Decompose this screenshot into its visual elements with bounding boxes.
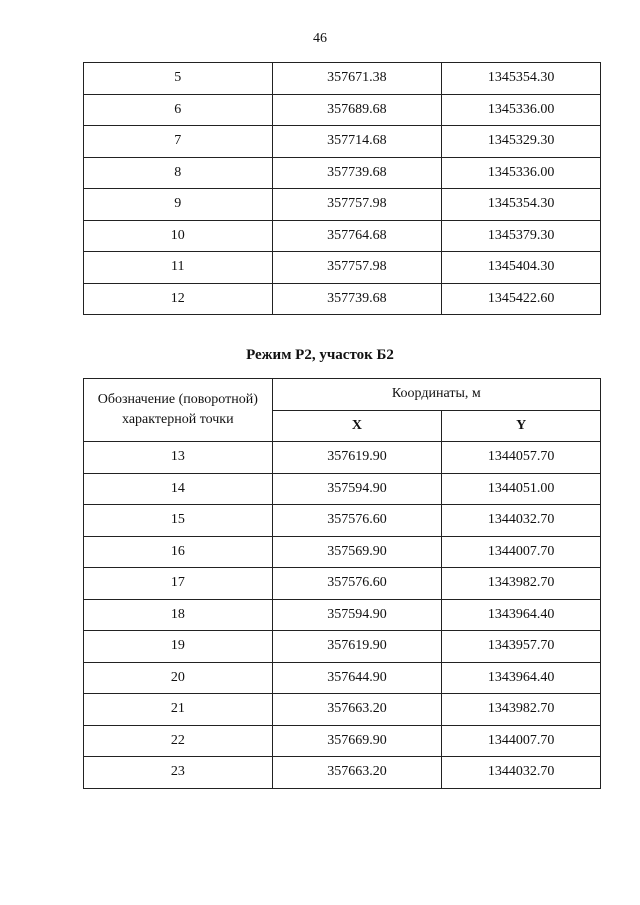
table-row <box>84 220 601 252</box>
table-row <box>84 442 601 474</box>
cell-point-number: 23 <box>84 757 273 789</box>
cell-y-coordinate: 1344032.70 <box>442 757 601 789</box>
cell-x-coordinate: 357644.90 <box>272 662 442 694</box>
header-x: X <box>272 410 442 442</box>
cell-y-coordinate: 1345336.00 <box>442 157 601 189</box>
cell-point-number: 14 <box>84 473 273 505</box>
cell-point-number: 20 <box>84 662 273 694</box>
table-row <box>84 252 601 284</box>
table-row <box>84 505 601 537</box>
cell-y-coordinate: 1345329.30 <box>442 126 601 158</box>
coordinates-table-body <box>84 442 601 789</box>
table-row <box>84 662 601 694</box>
table-row <box>84 473 601 505</box>
coordinates-table-b2 <box>83 378 601 789</box>
table-row <box>84 725 601 757</box>
cell-x-coordinate: 357663.20 <box>272 694 442 726</box>
cell-y-coordinate: 1345379.30 <box>442 220 601 252</box>
cell-y-coordinate: 1343964.40 <box>442 662 601 694</box>
cell-x-coordinate: 357739.68 <box>272 283 442 315</box>
cell-point-number: 19 <box>84 631 273 663</box>
table-row <box>84 694 601 726</box>
table-row <box>84 189 601 221</box>
cell-y-coordinate: 1344057.70 <box>442 442 601 474</box>
table-header <box>84 379 601 442</box>
cell-point-number: 8 <box>84 157 273 189</box>
table-row <box>84 94 601 126</box>
cell-y-coordinate: 1343957.70 <box>442 631 601 663</box>
cell-point-number: 16 <box>84 536 273 568</box>
cell-point-number: 15 <box>84 505 273 537</box>
cell-point-number: 7 <box>84 126 273 158</box>
cell-x-coordinate: 357619.90 <box>272 442 442 474</box>
cell-y-coordinate: 1344007.70 <box>442 725 601 757</box>
cell-y-coordinate: 1343964.40 <box>442 599 601 631</box>
cell-x-coordinate: 357714.68 <box>272 126 442 158</box>
header-coordinates: Координаты, м <box>272 379 600 411</box>
coordinates-table-body <box>84 63 601 315</box>
cell-y-coordinate: 1344032.70 <box>442 505 601 537</box>
table-row <box>84 631 601 663</box>
cell-point-number: 22 <box>84 725 273 757</box>
cell-x-coordinate: 357671.38 <box>272 63 442 95</box>
cell-point-number: 5 <box>84 63 273 95</box>
table-row <box>84 757 601 789</box>
table-row <box>84 536 601 568</box>
table-row <box>84 63 601 95</box>
cell-y-coordinate: 1344007.70 <box>442 536 601 568</box>
cell-y-coordinate: 1345336.00 <box>442 94 601 126</box>
table-row <box>84 283 601 315</box>
section-title: Режим Р2, участок Б2 <box>246 347 394 363</box>
table-row <box>84 126 601 158</box>
cell-x-coordinate: 357569.90 <box>272 536 442 568</box>
cell-x-coordinate: 357757.98 <box>272 189 442 221</box>
cell-y-coordinate: 1343982.70 <box>442 568 601 600</box>
cell-x-coordinate: 357594.90 <box>272 599 442 631</box>
coordinates-table-continued <box>83 62 601 315</box>
cell-point-number: 6 <box>84 94 273 126</box>
cell-point-number: 10 <box>84 220 273 252</box>
cell-x-coordinate: 357663.20 <box>272 757 442 789</box>
cell-point-number: 18 <box>84 599 273 631</box>
cell-x-coordinate: 357576.60 <box>272 505 442 537</box>
cell-y-coordinate: 1345354.30 <box>442 63 601 95</box>
cell-x-coordinate: 357739.68 <box>272 157 442 189</box>
header-point-designation: Обозначение (поворотной) характерной точки <box>84 379 273 442</box>
cell-y-coordinate: 1345422.60 <box>442 283 601 315</box>
cell-y-coordinate: 1344051.00 <box>442 473 601 505</box>
cell-point-number: 13 <box>84 442 273 474</box>
cell-point-number: 9 <box>84 189 273 221</box>
cell-y-coordinate: 1345404.30 <box>442 252 601 284</box>
cell-x-coordinate: 357689.68 <box>272 94 442 126</box>
cell-x-coordinate: 357576.60 <box>272 568 442 600</box>
table-row <box>84 599 601 631</box>
cell-point-number: 11 <box>84 252 273 284</box>
cell-point-number: 12 <box>84 283 273 315</box>
cell-x-coordinate: 357669.90 <box>272 725 442 757</box>
header-y: Y <box>442 410 601 442</box>
cell-point-number: 21 <box>84 694 273 726</box>
cell-point-number: 17 <box>84 568 273 600</box>
cell-x-coordinate: 357594.90 <box>272 473 442 505</box>
cell-x-coordinate: 357757.98 <box>272 252 442 284</box>
page-number: 46 <box>313 31 327 46</box>
cell-y-coordinate: 1343982.70 <box>442 694 601 726</box>
cell-y-coordinate: 1345354.30 <box>442 189 601 221</box>
cell-x-coordinate: 357619.90 <box>272 631 442 663</box>
table-row <box>84 157 601 189</box>
table-row <box>84 568 601 600</box>
cell-x-coordinate: 357764.68 <box>272 220 442 252</box>
